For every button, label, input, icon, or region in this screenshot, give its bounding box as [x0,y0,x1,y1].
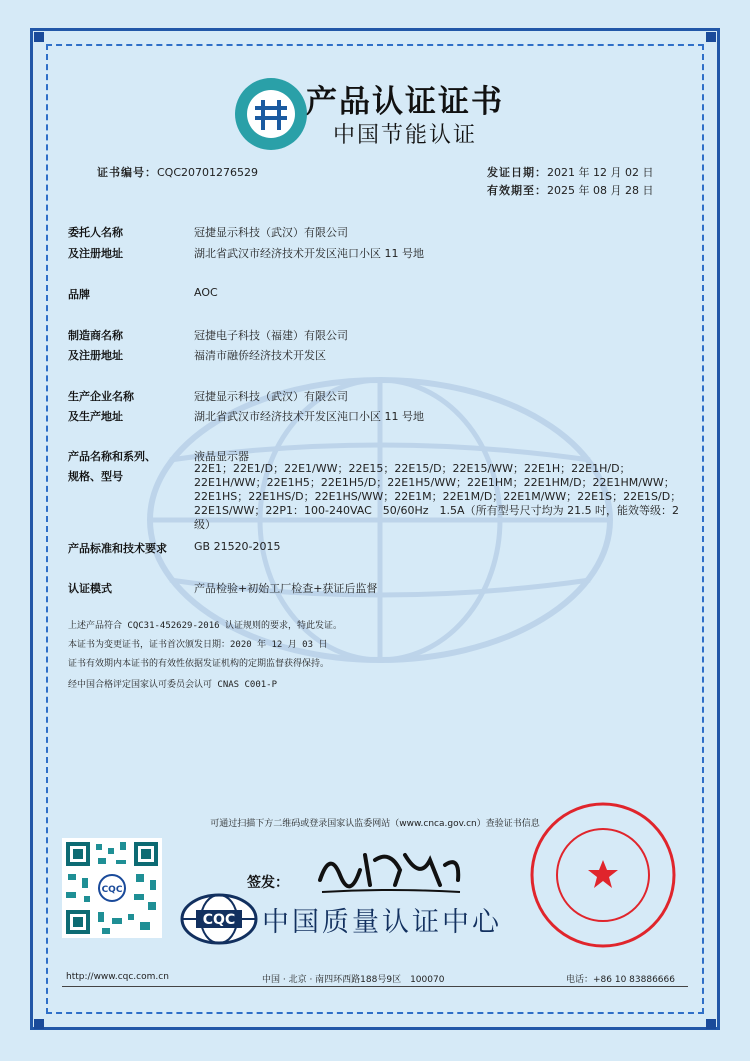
footer-address: 中国 · 北京 · 南四环西路188号9区 100070 [262,975,445,985]
maker-label: 制造商名称 [68,329,123,342]
cert-number-label: 证书编号： [97,166,157,179]
expiry-date-value: 2025 年 08 月 28 日 [547,184,654,197]
standard-label: 产品标准和技术要求 [68,542,167,555]
certificate-title: 产品认证证书 [306,84,504,120]
footer-divider [62,986,688,987]
verify-hint: 可通过扫描下方二维码或登录国家认监委网站（www.cnca.gov.cn）查验证书信息 [210,819,540,829]
expiry-date-label: 有效期至： [487,184,547,197]
corner-ornament [706,1019,716,1029]
issue-date-value: 2021 年 12 月 02 日 [547,166,654,179]
cert-number [97,164,258,180]
cqc-logo [180,893,258,945]
standard-value: GB 21520-2015 [194,540,281,553]
expiry-date [487,182,653,198]
product-models: 22E1；22E1/D；22E1/WW；22E15；22E15/D；22E15/WW；22E1H；22E1H/D；22E1H/WW；22E1H5；22E1H5/D；22E1H5/WW；22E1HM；22E1HM/D；22E1HM/WW；22E1HS；22E1HS/D；22E1HS/WW；22E1M；22E1M/D；22E1M/WW；22E1S；22E1S/D；22E1S/WW；22P1：100-240VAC 50/60Hz 1.5A（所有型号尺寸均为 21.5 吋，能效等级：2 级） [194,462,682,531]
certificate-subtitle: 中国节能认证 [332,123,477,148]
maker-address: 福清市融侨经济技术开发区 [194,349,326,362]
footer-phone: 电话：+86 10 83886666 [566,975,675,985]
corner-ornament [706,32,716,42]
accreditation-note: 经中国合格评定国家认可委员会认可 CNAS C001-P [68,680,278,690]
factory-address-label: 及生产地址 [68,410,123,423]
qr-logo-text: CQC [101,885,123,895]
note-line: 证书有效期内本证书的有效性依据发证机构的定期监督获得保持。 [68,659,330,669]
issue-date-label: 发证日期： [487,166,547,179]
client-label: 委托人名称 [68,226,123,239]
corner-ornament [34,1019,44,1029]
factory-name: 冠捷显示科技（武汉）有限公司 [194,390,348,403]
signature [310,840,470,900]
issuer-name: 中国质量认证中心 [262,907,502,938]
product-name: 液晶显示器 [194,450,249,463]
client-address-label: 及注册地址 [68,247,123,260]
mode-label: 认证模式 [68,582,112,595]
mode-value: 产品检验+初始工厂检查+获证后监督 [194,582,378,595]
note-line: 上述产品符合 CQC31-452629-2016 认证规则的要求，特此发证。 [68,621,342,631]
brand-value: AOC [194,286,218,299]
cqc-logo-text: CQC [202,912,236,928]
client-name: 冠捷显示科技（武汉）有限公司 [194,226,348,239]
factory-label: 生产企业名称 [68,390,134,403]
factory-address: 湖北省武汉市经济技术开发区沌口小区 11 号地 [194,410,424,423]
sign-label: 签发： [247,875,289,891]
issue-date [487,164,653,180]
maker-address-label: 及注册地址 [68,349,123,362]
footer-url[interactable]: http://www.cqc.com.cn [66,972,169,982]
product-label: 产品名称和系列、 [68,450,156,463]
corner-ornament [34,32,44,42]
brand-label: 品牌 [68,288,90,301]
maker-name: 冠捷电子科技（福建）有限公司 [194,329,348,342]
official-seal [528,800,678,950]
cert-number-value: CQC20701276529 [157,166,259,179]
qr-code[interactable] [62,838,162,938]
client-address: 湖北省武汉市经济技术开发区沌口小区 11 号地 [194,247,424,260]
product-spec-label: 规格、型号 [68,470,123,483]
note-line: 本证书为变更证书，证书首次颁发日期：2020 年 12 月 03 日 [68,640,328,650]
